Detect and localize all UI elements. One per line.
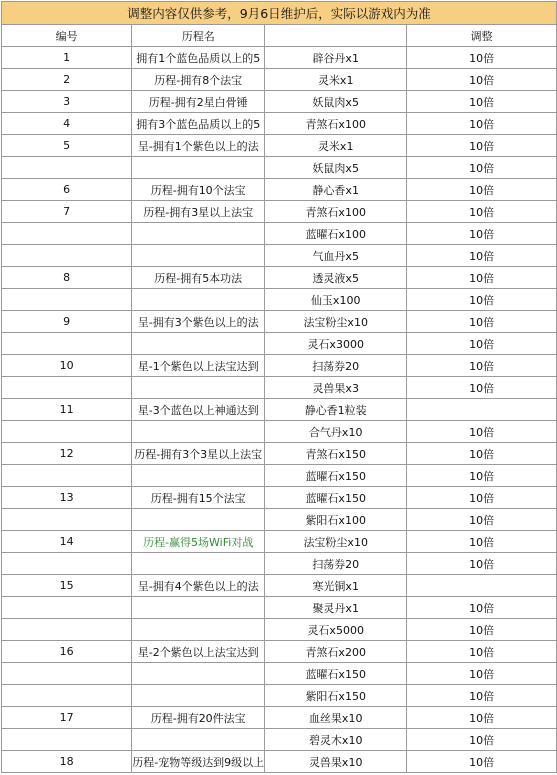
cell-number <box>2 377 132 399</box>
cell-adjustment: 10倍 <box>407 69 557 91</box>
table-row <box>2 487 557 509</box>
cell-adjustment: 10倍 <box>407 47 557 69</box>
cell-adjustment: 10倍 <box>407 685 557 707</box>
cell-reward: 血丝果x10 <box>265 707 407 729</box>
header-milestone-name: 历程名 <box>132 25 265 47</box>
cell-milestone-name <box>132 553 265 575</box>
cell-adjustment: 10倍 <box>407 641 557 663</box>
cell-number: 3 <box>2 91 132 113</box>
cell-reward: 灵石x5000 <box>265 619 407 641</box>
cell-reward: 青煞石x100 <box>265 113 407 135</box>
cell-milestone-name: 历程-拥有2星白骨锤 <box>132 91 265 113</box>
cell-number: 10 <box>2 355 132 377</box>
cell-reward: 仙玉x100 <box>265 289 407 311</box>
cell-adjustment: 10倍 <box>407 663 557 685</box>
cell-adjustment: 10倍 <box>407 531 557 553</box>
cell-number <box>2 245 132 267</box>
table-row <box>2 685 557 707</box>
table-row <box>2 641 557 663</box>
table-row <box>2 333 557 355</box>
cell-reward: 紫阳石x100 <box>265 509 407 531</box>
cell-adjustment: 10倍 <box>407 707 557 729</box>
cell-number <box>2 157 132 179</box>
cell-adjustment: 10倍 <box>407 597 557 619</box>
cell-number: 1 <box>2 47 132 69</box>
table-row <box>2 245 557 267</box>
cell-number <box>2 729 132 751</box>
cell-reward: 灵兽果x3 <box>265 377 407 399</box>
cell-milestone-name: 历程-拥有3星以上法宝 <box>132 201 265 223</box>
cell-reward: 聚灵丹x1 <box>265 597 407 619</box>
table-row <box>2 509 557 531</box>
cell-number: 2 <box>2 69 132 91</box>
cell-reward: 妖鼠肉x5 <box>265 157 407 179</box>
cell-reward: 灵石x3000 <box>265 333 407 355</box>
cell-adjustment: 10倍 <box>407 465 557 487</box>
cell-number <box>2 619 132 641</box>
cell-adjustment: 10倍 <box>407 91 557 113</box>
table-row <box>2 465 557 487</box>
table-row <box>2 201 557 223</box>
table-row <box>2 113 557 135</box>
cell-adjustment: 10倍 <box>407 729 557 751</box>
cell-adjustment: 10倍 <box>407 245 557 267</box>
table-row <box>2 619 557 641</box>
cell-milestone-name: 呈-拥有1个紫色以上的法 <box>132 135 265 157</box>
cell-milestone-name: 星-2个紫色以上法宝达到 <box>132 641 265 663</box>
cell-reward: 扫荡券20 <box>265 553 407 575</box>
cell-number <box>2 421 132 443</box>
cell-number: 18 <box>2 751 132 773</box>
cell-milestone-name: 历程-拥有3个3星以上法宝 <box>132 443 265 465</box>
cell-milestone-name <box>132 663 265 685</box>
cell-milestone-name: 呈-拥有4个紫色以上的法 <box>132 575 265 597</box>
cell-reward: 灵米x1 <box>265 135 407 157</box>
cell-reward: 妖鼠肉x5 <box>265 91 407 113</box>
cell-milestone-name <box>132 421 265 443</box>
table-row <box>2 531 557 553</box>
cell-number: 17 <box>2 707 132 729</box>
table-row <box>2 69 557 91</box>
table-row <box>2 729 557 751</box>
cell-number <box>2 333 132 355</box>
cell-adjustment: 10倍 <box>407 509 557 531</box>
cell-number: 13 <box>2 487 132 509</box>
cell-milestone-name: 历程-拥有15个法宝 <box>132 487 265 509</box>
cell-adjustment: 10倍 <box>407 553 557 575</box>
cell-number <box>2 597 132 619</box>
cell-milestone-name <box>132 333 265 355</box>
cell-milestone-name: 星-1个紫色以上法宝达到 <box>132 355 265 377</box>
table-row <box>2 421 557 443</box>
cell-reward: 青煞石x200 <box>265 641 407 663</box>
cell-adjustment: 10倍 <box>407 135 557 157</box>
cell-reward: 合气丹x10 <box>265 421 407 443</box>
cell-milestone-name: 历程-拥有10个法宝 <box>132 179 265 201</box>
cell-reward: 静心香1粒装 <box>265 399 407 421</box>
cell-reward: 灵兽果x10 <box>265 751 407 773</box>
cell-milestone-name <box>132 619 265 641</box>
cell-reward: 法宝粉尘x10 <box>265 311 407 333</box>
cell-milestone-name <box>132 509 265 531</box>
cell-adjustment: 10倍 <box>407 311 557 333</box>
cell-number: 9 <box>2 311 132 333</box>
cell-number: 11 <box>2 399 132 421</box>
cell-adjustment: 10倍 <box>407 201 557 223</box>
cell-milestone-name <box>132 377 265 399</box>
cell-reward: 法宝粉尘x10 <box>265 531 407 553</box>
cell-milestone-name: 呈-拥有3个紫色以上的法 <box>132 311 265 333</box>
cell-number: 8 <box>2 267 132 289</box>
cell-milestone-name <box>132 597 265 619</box>
cell-number: 16 <box>2 641 132 663</box>
cell-adjustment: 10倍 <box>407 333 557 355</box>
cell-reward: 气血丹x5 <box>265 245 407 267</box>
cell-number: 14 <box>2 531 132 553</box>
cell-reward: 青煞石x100 <box>265 201 407 223</box>
table-row <box>2 597 557 619</box>
table-row <box>2 663 557 685</box>
cell-reward: 蓝曜石x150 <box>265 465 407 487</box>
cell-milestone-name: 拥有1个蓝色品质以上的5 <box>132 47 265 69</box>
cell-reward: 辟谷丹x1 <box>265 47 407 69</box>
cell-reward: 青煞石x150 <box>265 443 407 465</box>
cell-reward: 碧灵木x10 <box>265 729 407 751</box>
adjustment-table <box>1 1 557 773</box>
table-row <box>2 223 557 245</box>
cell-reward: 静心香x1 <box>265 179 407 201</box>
cell-number <box>2 289 132 311</box>
cell-milestone-name: 历程-宠物等级达到9级以上 <box>132 751 265 773</box>
cell-milestone-name: 拥有3个蓝色品质以上的5 <box>132 113 265 135</box>
cell-adjustment: 10倍 <box>407 421 557 443</box>
cell-adjustment: 10倍 <box>407 223 557 245</box>
table-row <box>2 575 557 597</box>
table-row <box>2 355 557 377</box>
table-row <box>2 399 557 421</box>
cell-milestone-name: 星-3个蓝色以上神通达到 <box>132 399 265 421</box>
cell-adjustment: 10倍 <box>407 751 557 773</box>
cell-number: 12 <box>2 443 132 465</box>
table-row <box>2 707 557 729</box>
cell-milestone-name: 历程-拥有8个法宝 <box>132 69 265 91</box>
cell-milestone-name: 历程-赢得5场WiFi对战 <box>132 531 265 553</box>
table-row <box>2 443 557 465</box>
header-reward <box>265 25 407 47</box>
table-row <box>2 553 557 575</box>
cell-number: 15 <box>2 575 132 597</box>
cell-milestone-name <box>132 223 265 245</box>
table-row <box>2 135 557 157</box>
table-row <box>2 157 557 179</box>
cell-reward: 蓝曜石x150 <box>265 487 407 509</box>
cell-milestone-name <box>132 157 265 179</box>
cell-reward: 灵米x1 <box>265 69 407 91</box>
cell-reward: 透灵液x5 <box>265 267 407 289</box>
cell-number: 5 <box>2 135 132 157</box>
cell-number <box>2 223 132 245</box>
cell-adjustment: 10倍 <box>407 179 557 201</box>
cell-adjustment: 10倍 <box>407 619 557 641</box>
cell-adjustment <box>407 399 557 421</box>
table-row <box>2 47 557 69</box>
cell-reward: 扫荡券20 <box>265 355 407 377</box>
cell-adjustment: 10倍 <box>407 443 557 465</box>
cell-milestone-name <box>132 289 265 311</box>
table-row <box>2 267 557 289</box>
sheet-title: 调整内容仅供参考，9月6日维护后，实际以游戏内为准 <box>2 2 557 25</box>
cell-number: 4 <box>2 113 132 135</box>
cell-adjustment: 10倍 <box>407 113 557 135</box>
cell-adjustment: 10倍 <box>407 267 557 289</box>
cell-adjustment: 10倍 <box>407 487 557 509</box>
cell-milestone-name <box>132 465 265 487</box>
cell-number <box>2 663 132 685</box>
cell-reward: 蓝曜石x100 <box>265 223 407 245</box>
header-adjustment: 调整 <box>407 25 557 47</box>
cell-reward: 寒光铜x1 <box>265 575 407 597</box>
header-row <box>2 25 557 47</box>
cell-adjustment: 10倍 <box>407 355 557 377</box>
cell-adjustment: 10倍 <box>407 157 557 179</box>
cell-milestone-name <box>132 245 265 267</box>
table-row <box>2 377 557 399</box>
cell-milestone-name <box>132 729 265 751</box>
cell-number <box>2 509 132 531</box>
table-row <box>2 289 557 311</box>
table-row <box>2 179 557 201</box>
table-row <box>2 91 557 113</box>
cell-adjustment <box>407 575 557 597</box>
cell-number <box>2 553 132 575</box>
cell-number: 6 <box>2 179 132 201</box>
table-row <box>2 311 557 333</box>
cell-number: 7 <box>2 201 132 223</box>
cell-adjustment: 10倍 <box>407 289 557 311</box>
cell-milestone-name: 历程-拥有20件法宝 <box>132 707 265 729</box>
header-number: 编号 <box>2 25 132 47</box>
cell-milestone-name <box>132 685 265 707</box>
cell-reward: 蓝曜石x150 <box>265 663 407 685</box>
title-row <box>2 2 557 25</box>
cell-milestone-name: 历程-拥有5本功法 <box>132 267 265 289</box>
cell-reward: 紫阳石x150 <box>265 685 407 707</box>
cell-number <box>2 685 132 707</box>
cell-number <box>2 465 132 487</box>
cell-adjustment: 10倍 <box>407 377 557 399</box>
table-row <box>2 751 557 773</box>
